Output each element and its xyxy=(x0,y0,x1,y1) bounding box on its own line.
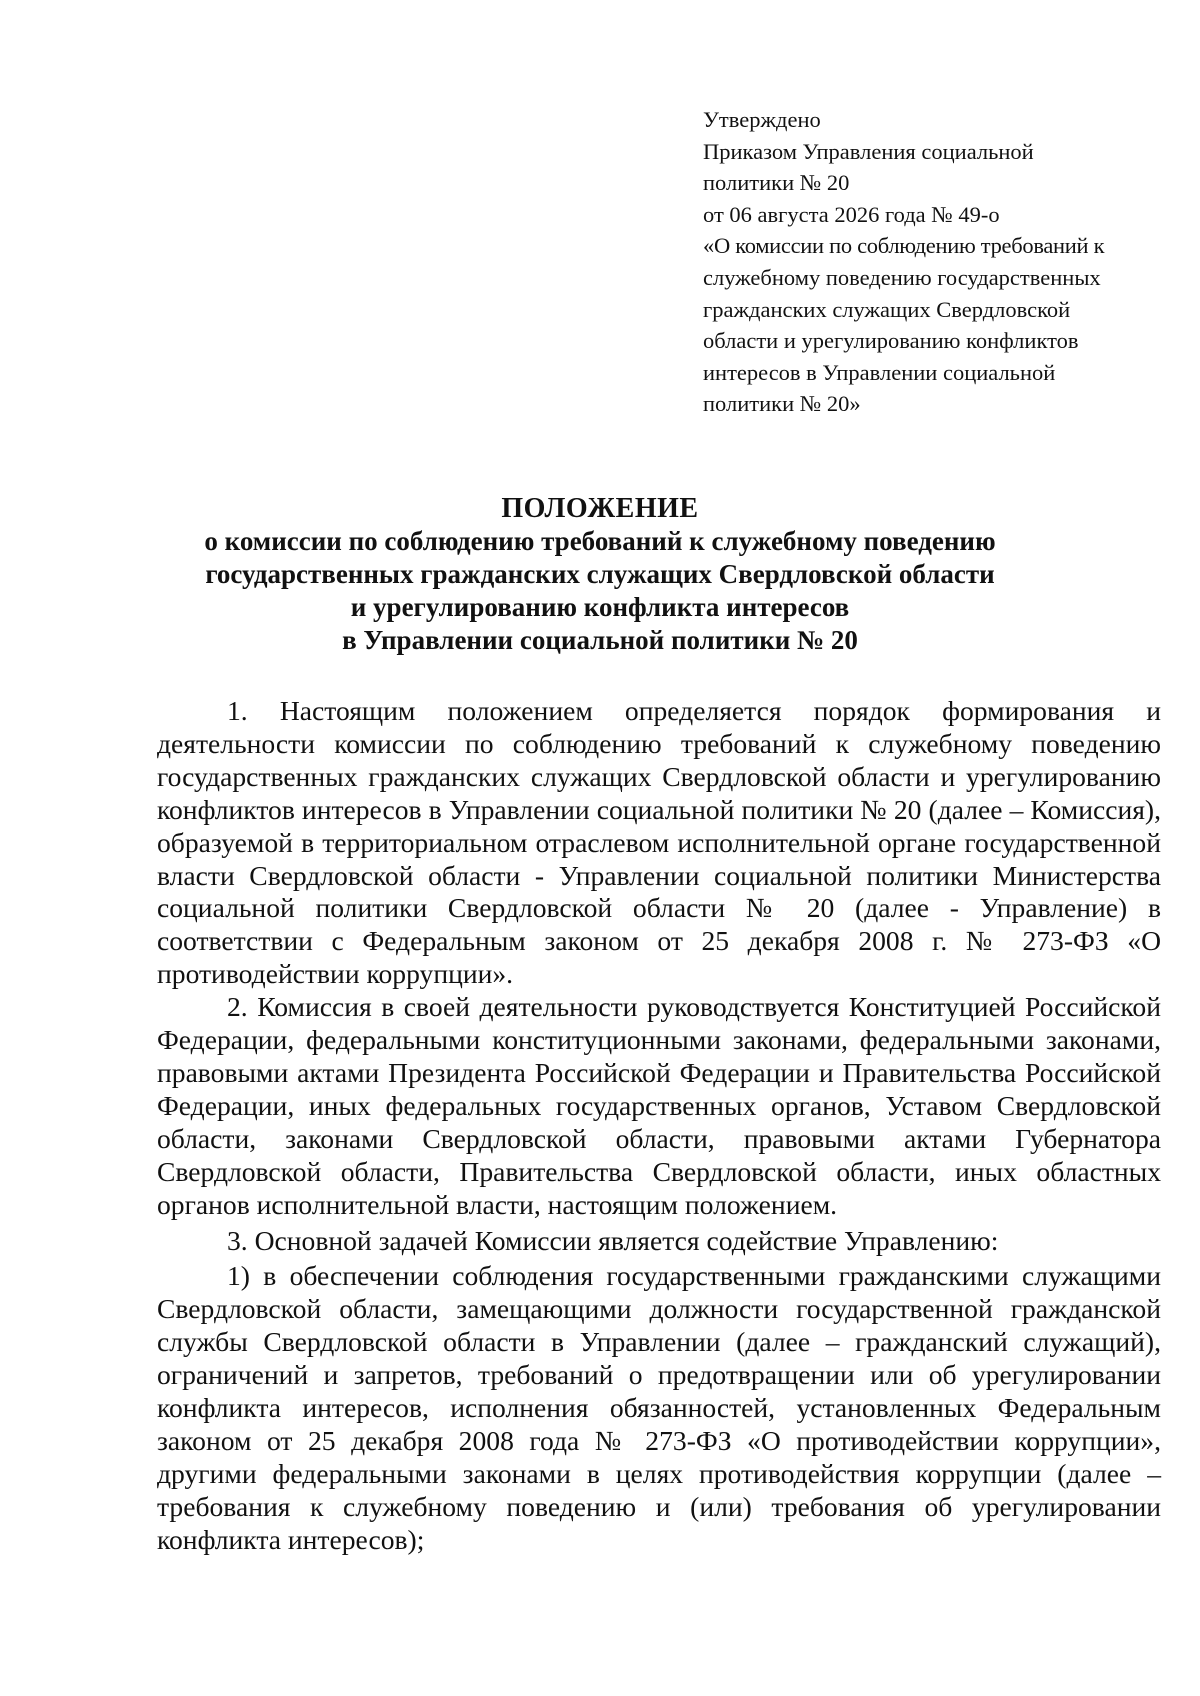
approval-stamp-block xyxy=(703,104,1163,420)
approval-line: «О комиссии по соблюдению требований к xyxy=(703,233,1105,259)
approval-line: политики № 20 xyxy=(703,170,850,196)
title-line: о комиссии по соблюдению требований к служебному поведению xyxy=(204,526,996,556)
title-line: государственных гражданских служащих Свердловской области xyxy=(205,559,995,589)
title-line: и урегулированию конфликта интересов xyxy=(350,592,850,622)
approval-line: области и урегулированию конфликтов xyxy=(703,328,1079,354)
document-body xyxy=(157,695,1161,1557)
approval-line: гражданских служащих Свердловской xyxy=(703,296,1071,322)
approval-line: служебному поведению государственных xyxy=(703,264,1101,290)
title-line: в Управлении социальной политики № 20 xyxy=(342,625,858,655)
paragraph-3-subitem-1: 1) в обеспечении соблюдения государственными гражданскими служащими Свердловской области, замещающими должности государственной гражданской службы Свердловской области в Управлении (далее – гражданский служащий), ограничений и запретов, требований о предотвращении или об урегулировании конфликта интересов, исполнения обязанностей, установленных Федеральным законом от 25 декабря 2008 года № 273-ФЗ «О противодействии коррупции», другими федеральными законами в целях противодействия коррупции (далее – требования к служебному поведению и (или) требования об урегулировании конфликта интересов); xyxy=(157,1260,1161,1555)
approval-line: интересов в Управлении социальной xyxy=(703,359,1056,385)
title-heading: ПОЛОЖЕНИЕ xyxy=(501,493,699,524)
paragraph-2: 2. Комиссия в своей деятельности руководствуется Конституцией Российской Федерации, федеральными конституционными законами, федеральными законами, правовыми актами Президента Российской Федерации и Правительства Российской Федерации, иных федеральных государственных органов, Уставом Свердловской области, законами Свердловской области, правовыми актами Губернатора Свердловской области, Правительства Свердловской области, иных областных органов исполнительной власти, настоящим положением. xyxy=(157,991,1161,1220)
paragraph-1: 1. Настоящим положением определяется порядок формирования и деятельности комиссии по соблюдению требований к служебному поведению государственных гражданских служащих Свердловской области и урегулированию конфликтов интересов в Управлении социальной политики № 20 (далее – Комиссия), образуемой в территориальном отраслевом исполнительной органе государственной власти Свердловской области - Управлении социальной политики Министерства социальной политики Свердловской области № 20 (далее - Управление) в соответствии с Федеральным законом от 25 декабря 2008 г. № 273-ФЗ «О противодействии коррупции». xyxy=(157,695,1161,990)
approval-line: от 06 августа 2026 года № 49-о xyxy=(703,201,1000,227)
approval-line: Приказом Управления социальной xyxy=(703,138,1034,164)
document-title xyxy=(150,492,1050,657)
approval-line: политики № 20» xyxy=(703,391,861,417)
approval-line: Утверждено xyxy=(703,107,821,132)
paragraph-3: 3. Основной задачей Комиссии является содействие Управлению: xyxy=(227,1224,999,1256)
